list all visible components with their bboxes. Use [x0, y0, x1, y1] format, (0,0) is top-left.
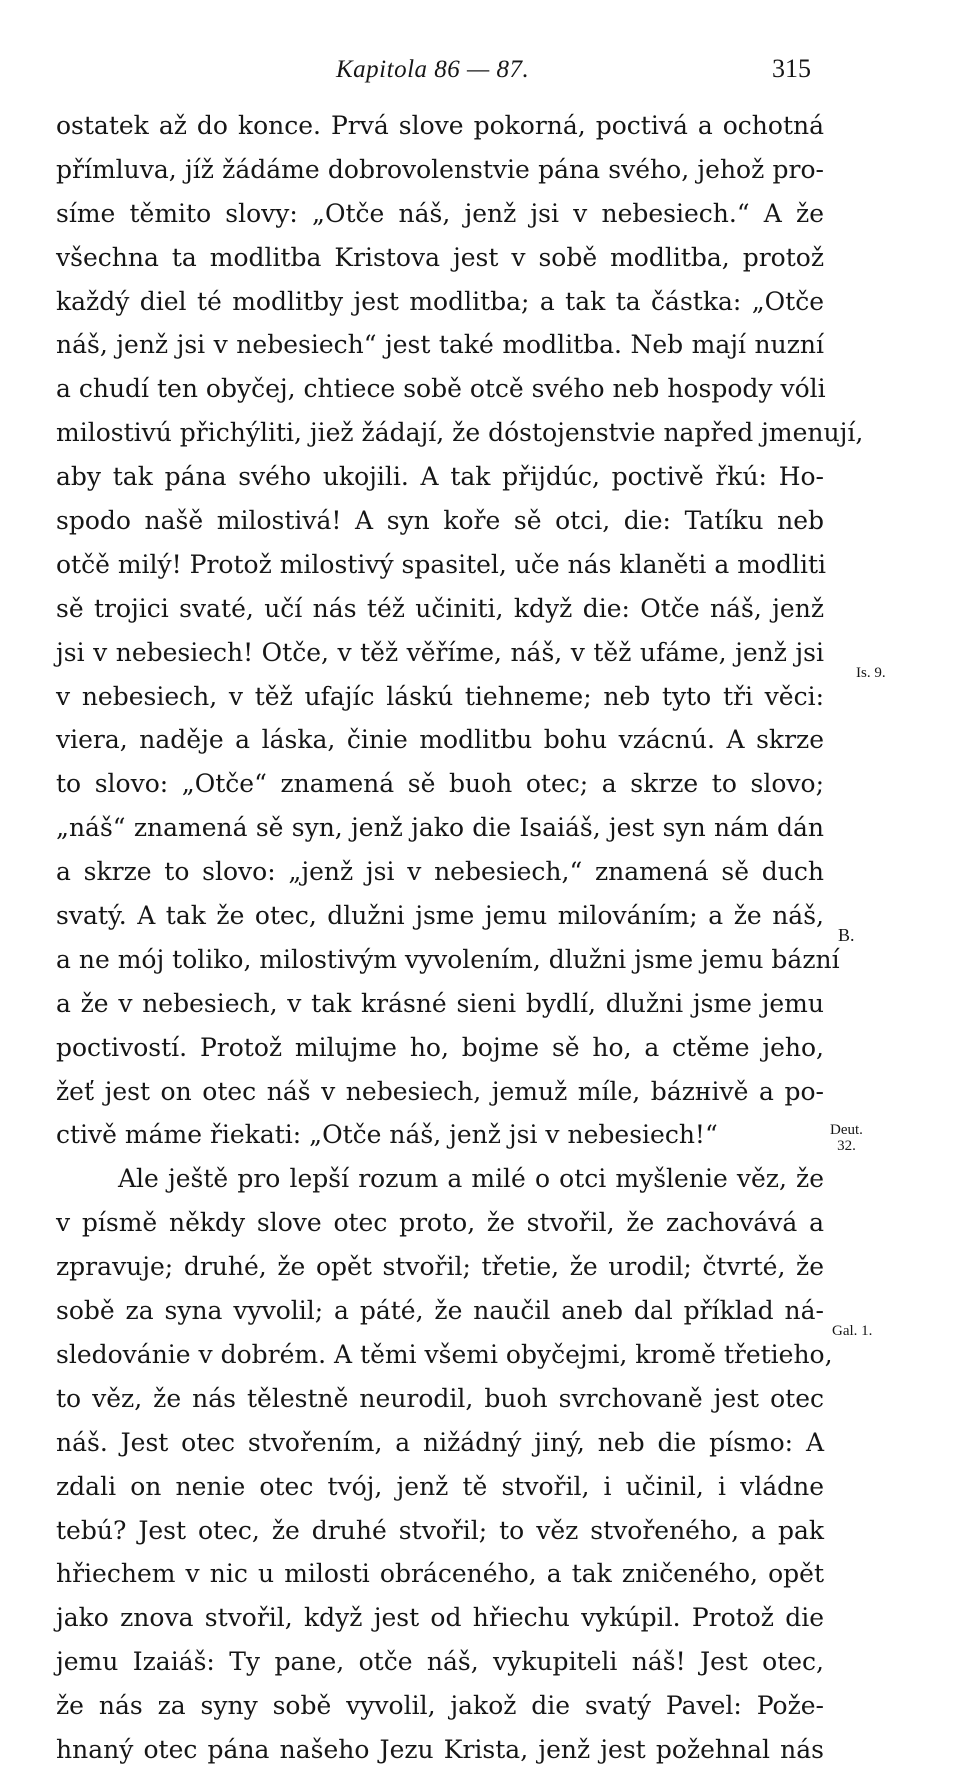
text-line: sledovánie v dobrém. A těmi všemi obyčejmi, kromě třetieho, — [56, 1339, 833, 1369]
text-line: přímluva, jíž žádáme dobrovolenstvie pána svého, jehož pro- — [56, 154, 824, 184]
text-line: zpravuje; druhé, že opět stvořil; třetie, že urodil; čtvrté, že — [56, 1252, 824, 1282]
text-line: svatý. A tak že otec, dlužni jsme jemu milováním; a že náš, — [56, 901, 824, 931]
text-line: jsi v nebesiech! Otče, v těž věříme, náš, v těž ufáme, jenž jsi — [56, 637, 824, 667]
text-line: a že v nebesiech, v tak krásné sieni bydlí, dlužni jsme jemu — [56, 988, 824, 1018]
margin-note-deut-chapter: 32. — [837, 1138, 856, 1154]
margin-note-b: B. — [838, 925, 855, 945]
text-line: otčě milý! Protož milostivý spasitel, uče nás klaněti a modliti — [56, 549, 827, 579]
text-line: hnaný otec pána našeho Jezu Krista, jenž jest požehnal nás — [56, 1734, 824, 1764]
text-line: síme těmito slovy: „Otče náš, jenž jsi v nebesiech.“ A že — [56, 198, 824, 228]
text-line: poctivostí. Protož milujme ho, bojme sě ho, a ctěme jeho, — [56, 1032, 824, 1062]
margin-note-deuteronomy — [830, 1122, 863, 1154]
text-line: sě trojici svaté, učí nás též učiniti, když die: Otče náš, jenž — [56, 593, 824, 623]
running-head: Kapitola 86 — 87. — [336, 56, 530, 83]
text-line: zdali on nenie otec tvój, jenž tě stvořil, i učinil, i vládne — [56, 1471, 824, 1501]
text-line: to slovo: „Otče“ znamená sě buoh otec; a skrze to slovo; — [56, 769, 824, 799]
margin-note-galatians: Gal. 1. — [832, 1323, 873, 1339]
text-line: že nás za syny sobě vyvolil, jakož die svatý Pavel: Pože- — [56, 1691, 824, 1721]
text-line: a skrze to slovo: „jenž jsi v nebesiech,“ znamená sě duch — [56, 857, 824, 887]
text-line-paragraph-end: ctivě máme řiekati: „Otče náš, jenž jsi v nebesiech!“ — [56, 1120, 718, 1150]
text-line: náš. Jest otec stvořením, a nižádný jiný, neb die písmo: A — [56, 1427, 824, 1457]
text-line-paragraph-start: Ale ještě pro lepší rozum a milé o otci myšlenie věz, že — [118, 1164, 824, 1194]
text-line: viera, naděje a láska, činie modlitbu bohu vzácnú. A skrze — [56, 725, 824, 755]
text-line: a chudí ten obyčej, chtiece sobě otcě svého neb hospody vóli — [56, 374, 826, 404]
text-line: sobě za syna vyvolil; a páté, že naučil aneb dal příklad ná- — [56, 1296, 824, 1326]
page-number: 315 — [772, 54, 811, 83]
text-line: „náš“ znamená sě syn, jenž jako die Isaiáš, jest syn nám dán — [56, 813, 824, 843]
text-line: v písmě někdy slove otec proto, že stvořil, že zachovává a — [56, 1208, 824, 1238]
text-line: to věz, že nás tělestně neurodil, buoh svrchovaně jest otec — [56, 1383, 824, 1413]
text-line: všechna ta modlitba Kristova jest v sobě modlitba, protož — [56, 242, 824, 272]
text-line: hřiechem v nic u milosti obráceného, a tak zničeného, opět — [56, 1559, 824, 1589]
text-line: ostatek až do konce. Prvá slove pokorná, poctivá a ochotná — [56, 111, 824, 140]
text-line: v nebesiech, v těž ufajíc láskú tiehneme; neb tyto tři věci: — [56, 681, 824, 711]
text-line: aby tak pána svého ukojili. A tak přijdúc, poctivě řkú: Ho- — [56, 462, 824, 492]
text-line: spodo našě milostivá! A syn koře sě otci, die: Tatíku neb — [56, 506, 824, 536]
text-line: žeť jest on otec náš v nebesiech, jemuž míle, bázнivě a po- — [56, 1076, 824, 1106]
text-line: a ne mój toliko, milostivým vyvolením, dlužni jsme jemu bázní — [56, 944, 840, 974]
text-line: jako znova stvořil, když jest od hřiechu vykúpil. Protož die — [56, 1603, 824, 1633]
text-line: tebú? Jest otec, že druhé stvořil; to věz stvořeného, a pak — [56, 1515, 824, 1545]
margin-note-isaiah: Is. 9. — [856, 665, 886, 681]
text-line: jemu Izaiáš: Ty pane, otče náš, vykupiteli náš! Jest otec, — [56, 1647, 824, 1677]
margin-note-deut-book: Deut. — [830, 1122, 863, 1138]
text-line: náš, jenž jsi v nebesiech“ jest také modlitba. Neb mají nuzní — [56, 330, 824, 360]
page-header — [0, 50, 960, 90]
text-line: každý diel té modlitby jest modlitba; a tak ta částka: „Otče — [56, 286, 824, 316]
text-line: milostivú přichýliti, jiež žádají, že dóstojenstvie napřed jmenují, — [56, 418, 864, 448]
